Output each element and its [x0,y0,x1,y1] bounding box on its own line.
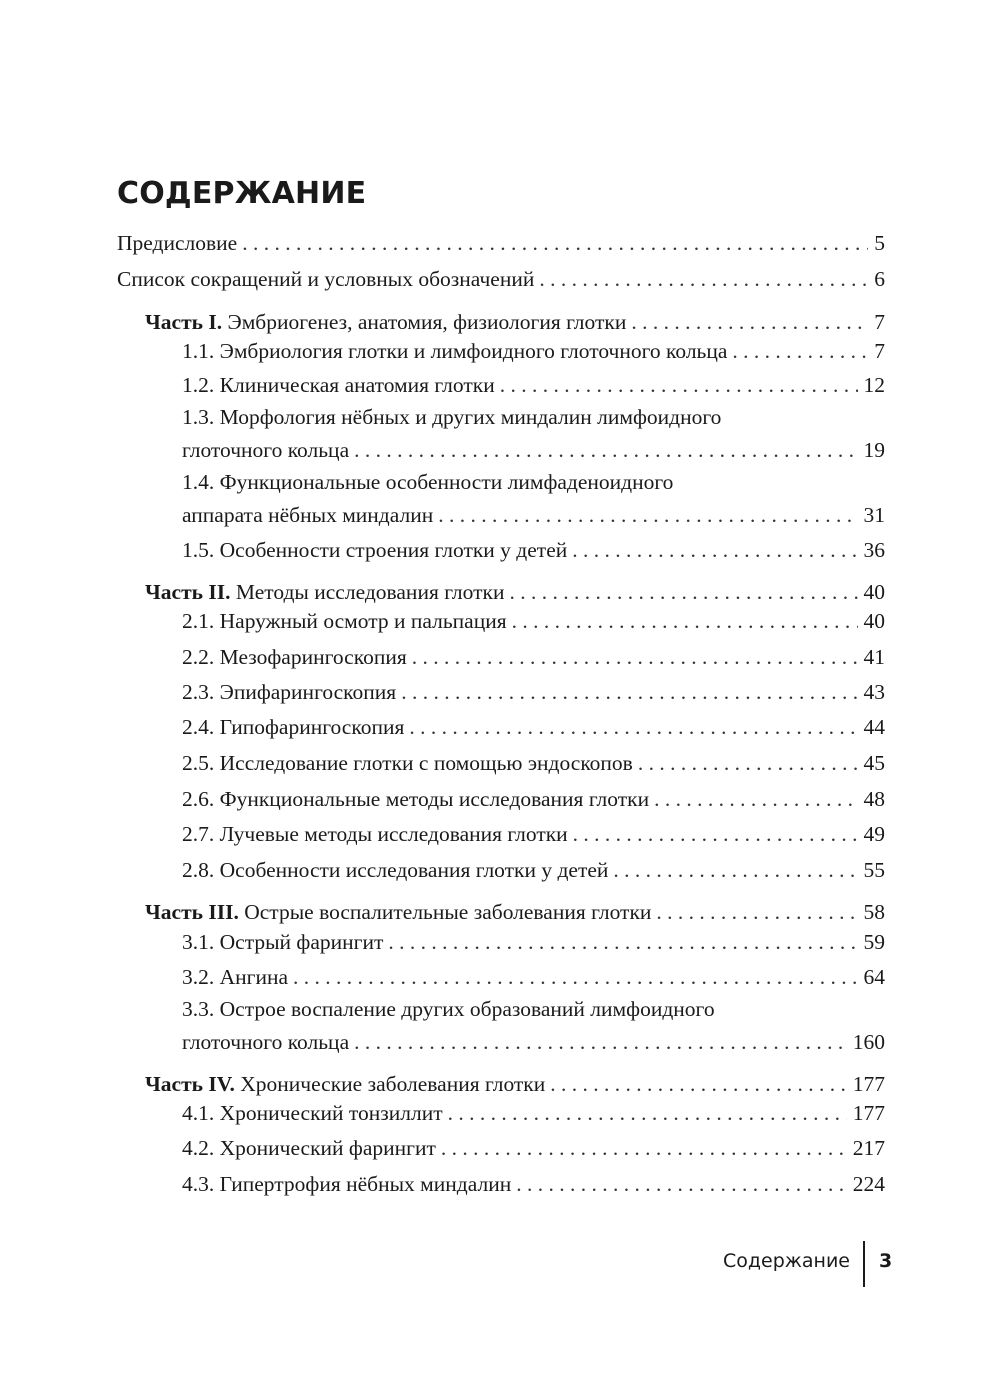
dot-leader [550,1069,846,1099]
toc-entry-page: 177 [852,1101,885,1125]
toc-entry-1-3[interactable] [182,405,885,465]
toc-entry-page: 36 [863,538,885,562]
dot-leader [293,962,857,992]
dot-leader [613,855,857,885]
dot-leader [242,228,868,258]
toc-entry-1-2[interactable] [182,370,885,400]
running-footer-section: Содержание [723,1250,850,1272]
toc-entry-2-4[interactable] [182,712,885,742]
toc-entry-title: 4.2. Хронический фарингит [182,1136,436,1160]
toc-entry-title: 4.1. Хронический тонзиллит [182,1101,443,1125]
dot-leader [388,927,857,957]
toc-entry-page: 19 [863,438,885,462]
toc-entry-page: 217 [852,1136,885,1160]
toc-entry-title-line1: 1.3. Морфология нёбных и других миндалин лимфоидного [182,405,722,429]
dot-leader [441,1133,847,1163]
toc-entry-page: 224 [852,1172,885,1196]
toc-entry-page: 59 [863,930,885,954]
dot-leader [638,748,858,778]
toc-entry-1-4[interactable] [182,470,885,530]
toc-entry-title: 2.5. Исследование глотки с помощью эндоскопов [182,751,633,775]
toc-entry-title: 2.1. Наружный осмотр и пальпация [182,609,507,633]
toc-entry-title: 1.1. Эмбриология глотки и лимфоидного глоточного кольца [182,339,728,363]
toc-entry-2-2[interactable] [182,642,885,672]
part-label: Часть IV. [145,1072,235,1096]
toc-entry-title: глоточного кольца [182,1030,350,1054]
toc-entry-title-line1: 3.3. Острое воспаление других образований лимфоидного [182,997,715,1021]
toc-entry-page: 49 [863,822,885,846]
toc-entry-2-5[interactable] [182,748,885,778]
toc-entry-page: 48 [863,787,885,811]
toc-entry-title: 1.2. Клиническая анатомия глотки [182,373,495,397]
toc-entry-page: 6 [874,267,885,291]
toc-entry-1-1[interactable] [182,336,885,366]
dot-leader [509,577,857,607]
dot-leader [516,1169,847,1199]
toc-entry-page: 31 [863,503,885,527]
toc-entry-page: 12 [863,373,885,397]
toc-entry-title: Список сокращений и условных обозначений [117,267,535,291]
toc-entry-title: 3.2. Ангина [182,965,289,989]
footer-divider [863,1241,865,1287]
toc-entry-page: 43 [863,680,885,704]
toc-entry-2-1[interactable] [182,606,885,636]
part-label: Часть III. [145,900,239,924]
toc-entry-4-3[interactable] [182,1169,885,1199]
toc-entry-2-7[interactable] [182,819,885,849]
toc-entry-preface[interactable] [117,228,885,258]
dot-leader [448,1098,847,1128]
dot-leader [631,307,868,337]
toc-entry-page: 45 [863,751,885,775]
toc-entry-page: 7 [874,310,885,334]
toc-entry-title: 2.8. Особенности исследования глотки у детей [182,858,609,882]
toc-entry-title-line1: 1.4. Функциональные особенности лимфаденоидного [182,470,674,494]
page-number: 3 [879,1250,893,1272]
toc-entry-title: 4.3. Гипертрофия нёбных миндалин [182,1172,512,1196]
toc-entry-2-8[interactable] [182,855,885,885]
dot-leader [412,642,858,672]
toc-entry-title: 1.5. Особенности строения глотки у детей [182,538,568,562]
toc-entry-page: 160 [852,1030,885,1054]
toc-part-1[interactable] [145,307,885,337]
toc-entry-title: Хронические заболевания глотки [234,1072,546,1096]
dot-leader [438,500,857,530]
toc-entry-title: 2.3. Эпифарингоскопия [182,680,397,704]
toc-entry-3-2[interactable] [182,962,885,992]
toc-entry-title: 2.2. Мезофарингоскопия [182,645,407,669]
toc-entry-title: 2.4. Гипофарингоскопия [182,715,405,739]
dot-leader [573,819,858,849]
dot-leader [654,784,857,814]
dot-leader [656,897,857,927]
dot-leader [500,370,858,400]
toc-entry-title: 3.1. Острый фарингит [182,930,384,954]
dot-leader [512,606,858,636]
page-title: СОДЕРЖАНИЕ [117,176,367,211]
part-label: Часть II. [145,580,231,604]
part-label: Часть I. [145,310,223,334]
toc-entry-title: 2.7. Лучевые методы исследования глотки [182,822,568,846]
toc-entry-1-5[interactable] [182,535,885,565]
toc-entry-page: 41 [863,645,885,669]
toc-entry-4-1[interactable] [182,1098,885,1128]
toc-entry-page: 7 [874,339,885,363]
toc-entry-3-3[interactable] [182,997,885,1057]
toc-entry-page: 40 [863,609,885,633]
toc-entry-title: Методы исследования глотки [230,580,505,604]
toc-entry-page: 44 [863,715,885,739]
toc-entry-page: 55 [863,858,885,882]
dot-leader [572,535,857,565]
dot-leader [401,677,857,707]
toc-entry-title: глоточного кольца [182,438,350,462]
dot-leader [354,435,857,465]
dot-leader [732,336,868,366]
toc-entry-title: аппарата нёбных миндалин [182,503,434,527]
toc-entry-3-1[interactable] [182,927,885,957]
toc-entry-page: 64 [863,965,885,989]
toc-entry-2-3[interactable] [182,677,885,707]
toc-entry-2-6[interactable] [182,784,885,814]
toc-entry-page: 58 [863,900,885,924]
toc-entry-title: Острые воспалительные заболевания глотки [238,900,652,924]
toc-entry-title: Эмбриогенез, анатомия, физиология глотки [222,310,627,334]
toc-part-3[interactable] [145,897,885,927]
toc-part-4[interactable] [145,1069,885,1099]
toc-entry-page: 177 [852,1072,885,1096]
toc-part-2[interactable] [145,577,885,607]
toc-entry-page: 5 [874,231,885,255]
dot-leader [409,712,857,742]
dot-leader [354,1027,847,1057]
toc-entry-title: 2.6. Функциональные методы исследования глотки [182,787,650,811]
dot-leader [539,264,868,294]
toc-entry-page: 40 [863,580,885,604]
toc-entry-title: Предисловие [117,231,238,255]
toc-entry-abbreviations[interactable] [117,264,885,294]
toc-entry-4-2[interactable] [182,1133,885,1163]
